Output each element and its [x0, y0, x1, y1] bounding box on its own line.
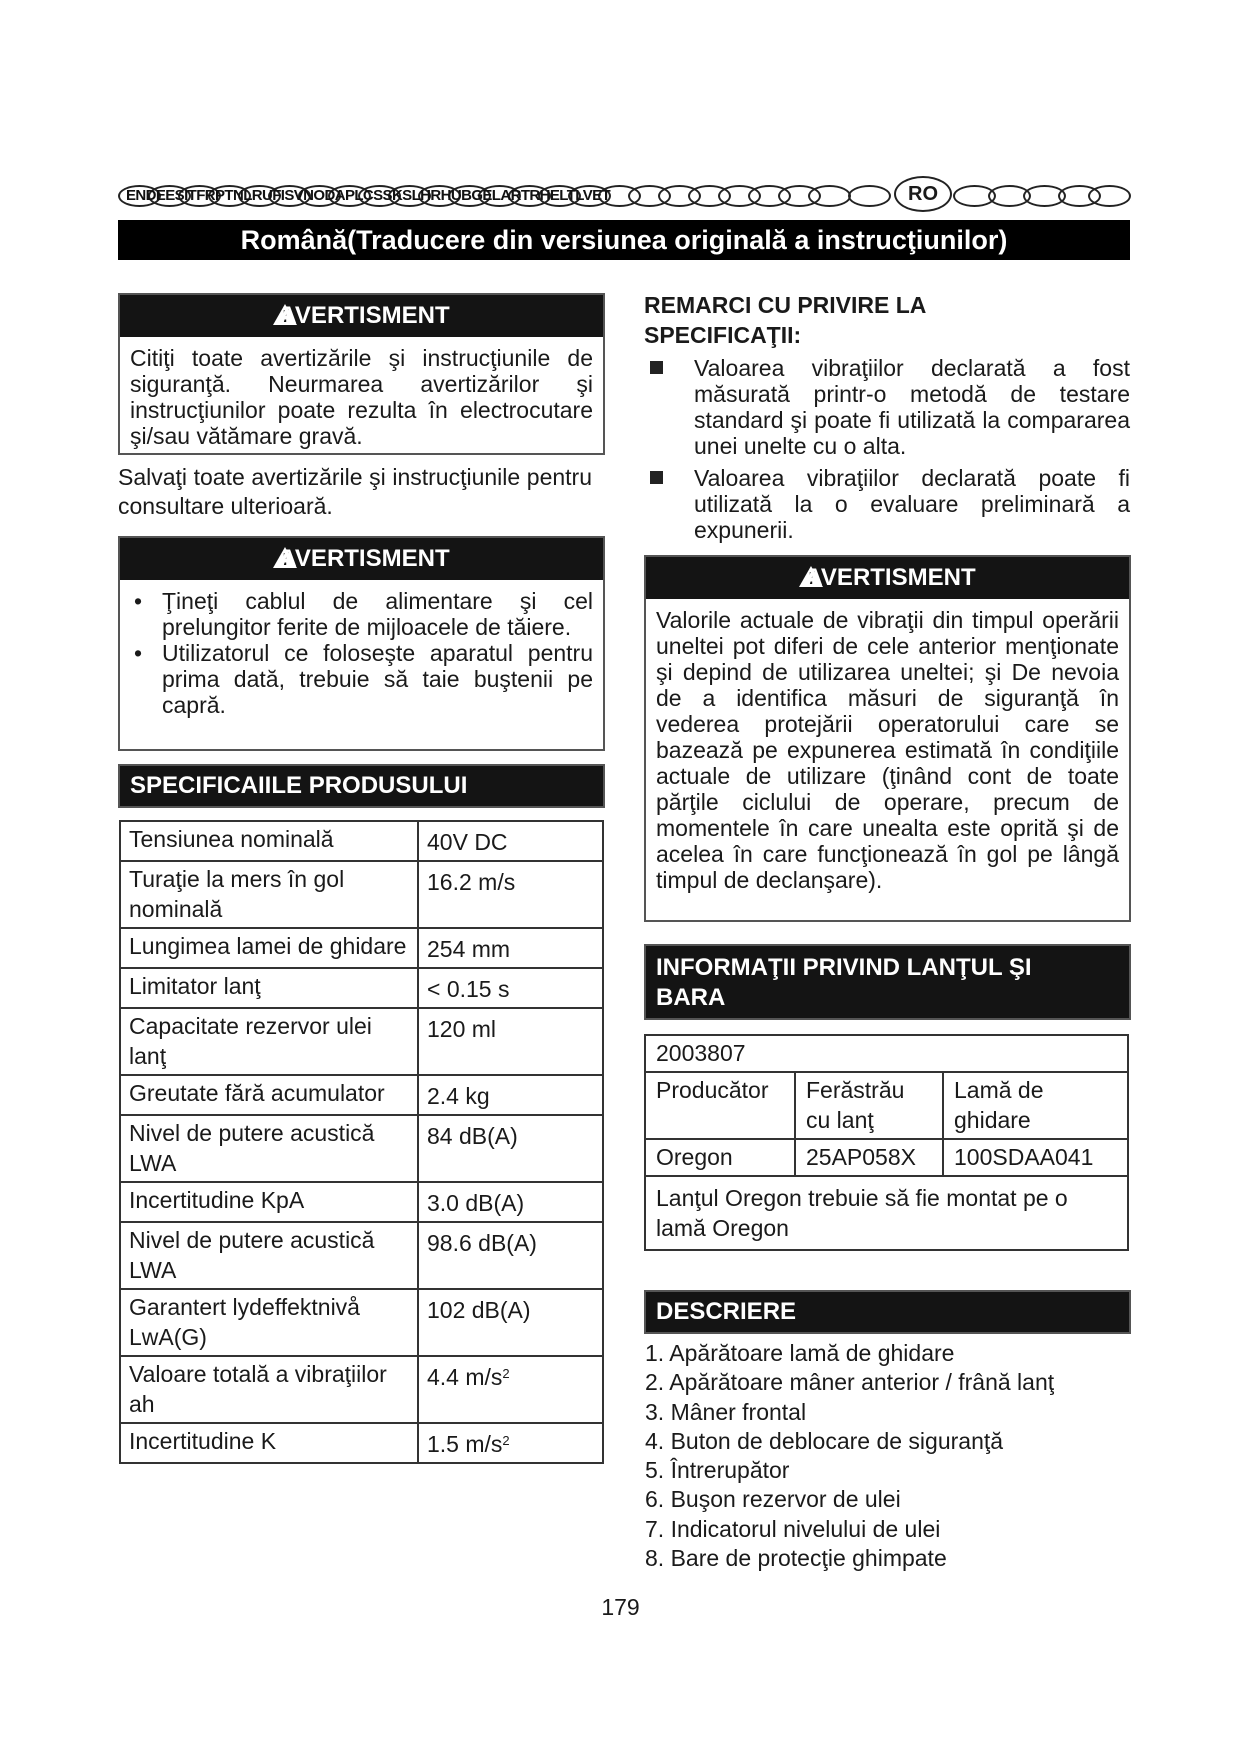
bullet-icon: • [134, 588, 143, 614]
chain-note: Lanţul Oregon trebuie să fie montat pe o lamă Oregon [645, 1176, 1128, 1250]
list-item [644, 355, 1130, 459]
spec-label: Limitator lanţ [120, 968, 418, 1008]
spec-label: Capacitate rezervor ulei lanţ [120, 1008, 418, 1075]
table-cell: Oregon [645, 1139, 795, 1176]
page-title: Română(Traducere din versiunea originală a instrucţiunilor) [118, 220, 1130, 260]
column-header: Producător [645, 1072, 795, 1139]
table-row [120, 1115, 603, 1182]
lang-tab[interactable] [1088, 185, 1131, 207]
table-row [120, 1289, 603, 1356]
description-list [645, 1339, 1131, 1573]
warning-box [118, 536, 605, 751]
warning-header [120, 538, 603, 580]
table-cell: 25AP058X [795, 1139, 943, 1176]
spec-label: Greutate fără acumulator [120, 1075, 418, 1115]
chain-table [644, 1034, 1129, 1251]
spec-value: 2.4 kg [418, 1075, 603, 1115]
table-row [120, 861, 603, 928]
warning-text: Citiţi toate avertizările şi instrucţiunile de siguranţă. Neurmarea avertizărilor şi instrucţiunilor poate rezulta în electrocutare şi/sau vătămare gravă. [130, 345, 593, 449]
spec-label: Nivel de putere acustică LWA [120, 1222, 418, 1289]
remark-text: Valoarea vibraţiilor declarată poate fi utilizată la o evaluare preliminară a expunerii. [694, 465, 1130, 543]
page-number: 179 [601, 1594, 640, 1620]
list-item: 6. Buşon rezervor de ulei [645, 1486, 901, 1513]
spec-label: Incertitudine KpA [120, 1182, 418, 1222]
remarks-heading [644, 290, 1130, 350]
warning-heading: AVERTISMENT [805, 564, 976, 591]
warning-bullet-item [130, 588, 593, 640]
table-row [120, 1008, 603, 1075]
spec-value: 98.6 dB(A) [418, 1222, 603, 1289]
column-header: Ferăstrău cu lanţ [795, 1072, 943, 1139]
list-item: 2. Apărătoare mâner anterior / frână lanţ [645, 1369, 1055, 1396]
warning-header [646, 557, 1129, 599]
spec-label: Turaţie la mers în gol nominală [120, 861, 418, 928]
warning-bullet-text: Ţineţi cablul de alimentare şi cel prelungitor ferite de mijloacele de tăiere. [162, 588, 593, 640]
list-item: 1. Apărătoare lamă de ghidare [645, 1340, 955, 1366]
list-item: 4. Buton de deblocare de siguranţă [645, 1427, 1004, 1454]
lang-tab[interactable] [848, 185, 891, 207]
spec-label: Valoare totală a vibraţiilor ah [120, 1356, 418, 1423]
warning-bullet-text: Utilizatorul ce foloseşte aparatul pentru prima dată, trebuie să taie buştenii pe capră. [162, 640, 593, 718]
remark-text: Valoarea vibraţiilor declarată a fost măsurată printr-o metodă de testare standard şi poate fi utilizată la compararea unei unelte cu o alta. [694, 355, 1130, 459]
list-item: 7. Indicatorul nivelului de ulei [645, 1515, 941, 1542]
list-item: 5. Întrerupător [645, 1457, 790, 1484]
warning-box [118, 293, 605, 455]
spec-table [119, 820, 604, 1464]
bullet-icon: • [134, 640, 143, 666]
table-row [120, 1423, 603, 1463]
spec-label: Garantert lydeffektnivå LwA(G) [120, 1289, 418, 1356]
warning-heading: AVERTISMENT [279, 545, 450, 572]
spec-value: 120 ml [418, 1008, 603, 1075]
warning-box [644, 555, 1131, 922]
spec-value: 84 dB(A) [418, 1115, 603, 1182]
spec-label: Lungimea lamei de ghidare [120, 928, 418, 968]
spec-value: 102 dB(A) [418, 1289, 603, 1356]
table-row [645, 1176, 1128, 1250]
warning-heading: AVERTISMENT [279, 302, 450, 329]
save-note: Salvaţi toate avertizările şi instrucţiunile pentru consultare ulterioară. [118, 464, 592, 519]
remarks-heading-line: REMARCI CU PRIVIRE LA [644, 292, 927, 318]
table-row [120, 968, 603, 1008]
spec-value: 16.2 m/s [418, 861, 603, 928]
table-row [120, 1075, 603, 1115]
table-cell: 100SDAA041 [943, 1139, 1128, 1176]
list-item: 8. Bare de protecţie ghimpate [645, 1545, 947, 1572]
spec-label: Incertitudine K [120, 1423, 418, 1463]
warning-text: Valorile actuale de vibraţii din timpul operării uneltei pot diferi de cele anterior menţionate şi depind de utilizarea uneltei; şi De nevoia de a identifica măsuri de siguranţă în vederea protejării operatorului care se bazează pe expunerea estimată în condiţiile actuale de utilizare (ţinând cont de toate părţile ciclului de operare, precum de momentele în care unealta este oprită şi de acelea în care funcţionează în gol pe lângă timpul de declanşare). [656, 607, 1119, 893]
table-row [645, 1035, 1128, 1072]
table-row [120, 1182, 603, 1222]
language-tabs [118, 176, 1130, 210]
language-codes: ENDEESITFRPTNLRUFISVNODAPLCSSKSLHRHUBGELARTRHELTLVET [126, 187, 611, 204]
table-row [645, 1072, 1128, 1139]
table-row [120, 1356, 603, 1423]
square-bullet-icon [650, 471, 663, 484]
spec-value: 254 mm [418, 928, 603, 968]
column-header: Lamă de ghidare [943, 1072, 1128, 1139]
spec-value: < 0.15 s [418, 968, 603, 1008]
spec-value: 4.4 $m/s^2$ [418, 1356, 603, 1423]
list-item [644, 465, 1130, 543]
remarks-list [644, 355, 1130, 543]
section-heading-line: INFORMAŢII PRIVIND LANŢUL ŞI [656, 954, 1032, 981]
spec-value: 1.5 $m/s^2$ [418, 1423, 603, 1463]
spec-value: 40V DC [418, 821, 603, 861]
table-row [120, 1222, 603, 1289]
section-heading [644, 944, 1131, 1020]
spec-value: 3.0 dB(A) [418, 1182, 603, 1222]
warning-header [120, 295, 603, 337]
lang-tab[interactable] [808, 185, 851, 207]
square-bullet-icon [650, 361, 663, 374]
spec-label: Nivel de putere acustică LWA [120, 1115, 418, 1182]
section-heading-line: BARA [656, 984, 726, 1011]
warning-bullet-item [130, 640, 593, 718]
table-row [120, 821, 603, 861]
remarks-heading-line: SPECIFICAŢII: [644, 322, 802, 348]
model-number: 2003807 [645, 1035, 1128, 1072]
table-row [645, 1139, 1128, 1176]
spec-label: Tensiunea nominală [120, 821, 418, 861]
list-item: 3. Mâner frontal [645, 1398, 807, 1425]
lang-tab-active[interactable]: RO [894, 176, 952, 212]
section-heading: DESCRIERE [644, 1290, 1131, 1334]
section-heading: SPECIFICAIILE PRODUSULUI [118, 764, 605, 808]
table-row [120, 928, 603, 968]
